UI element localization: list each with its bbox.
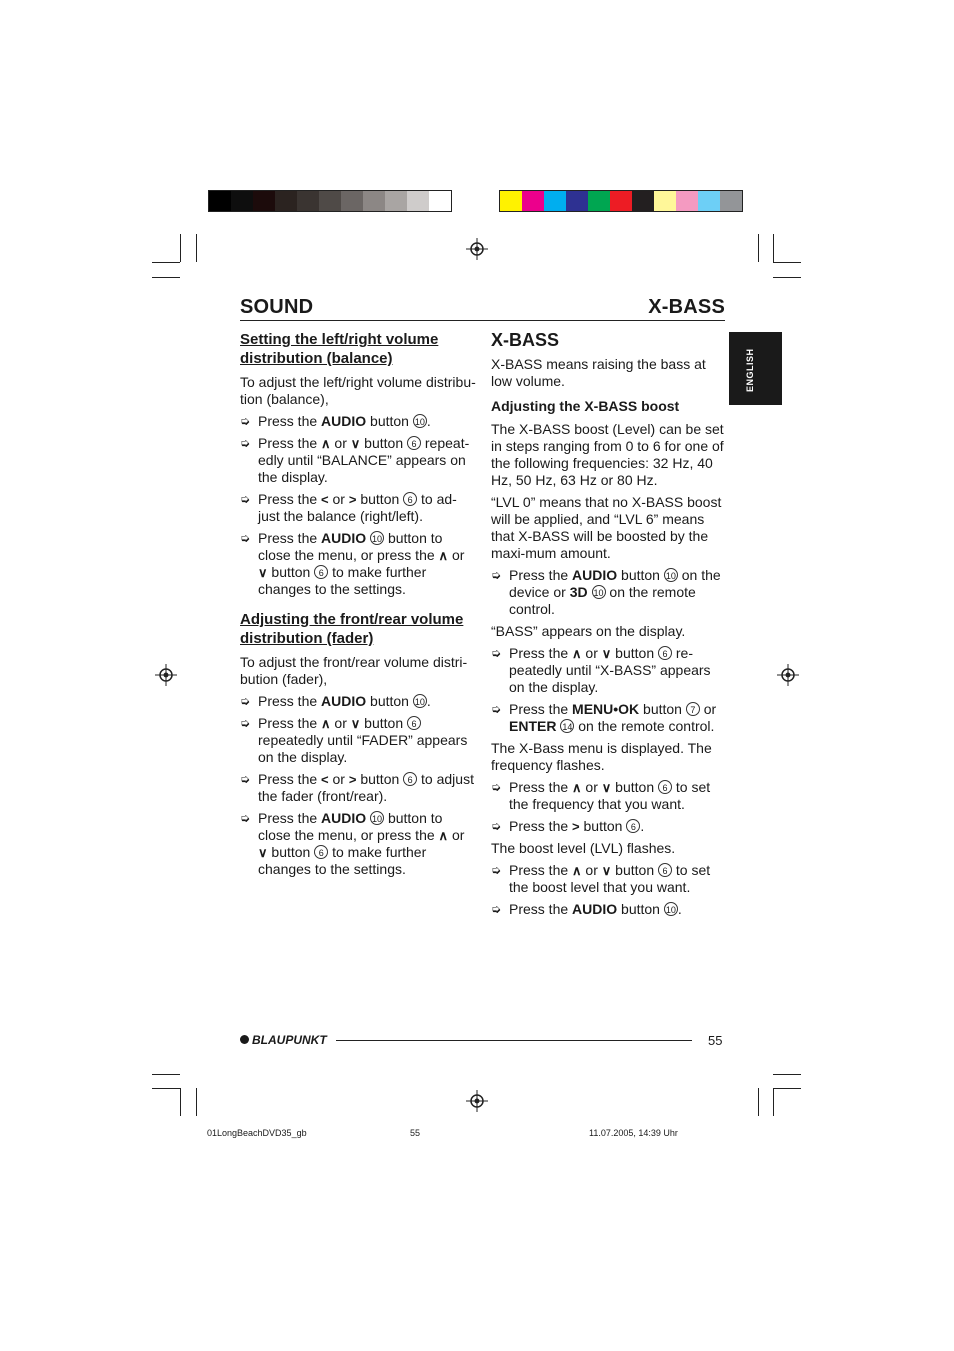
- crop-mark: [773, 234, 774, 262]
- up-caret-icon: ∧: [572, 863, 582, 878]
- crop-mark: [773, 277, 801, 278]
- slug-date: 11.07.2005, 14:39 Uhr: [589, 1128, 678, 1138]
- crop-mark: [196, 1088, 197, 1116]
- calibration-swatch: [676, 191, 698, 211]
- xbass-heading: X-BASS: [491, 330, 560, 350]
- button-number: 10: [664, 902, 678, 916]
- section-title-sound: SOUND: [240, 296, 314, 318]
- button-number: 10: [413, 694, 427, 708]
- footer-rule: [336, 1040, 692, 1041]
- button-number: 6: [407, 716, 421, 730]
- calibration-swatch: [632, 191, 654, 211]
- list-item: ➭ Press the ∧ or ∨ button 6 repeatedly until “FADER” appears on the display.: [240, 715, 468, 765]
- crop-mark: [180, 1088, 181, 1116]
- crop-mark: [152, 1088, 180, 1089]
- step-arrow-icon: ➭: [491, 702, 502, 716]
- button-number: 10: [413, 414, 427, 428]
- paragraph: The X-BASS boost (Level) can be set in steps ranging from 0 to 6 for one of the following frequencies: 32 Hz, 40 Hz, 50 Hz, 63 Hz or 80 Hz.: [491, 421, 724, 488]
- brand-logo: BLAUPUNKT: [240, 1033, 327, 1047]
- down-caret-icon: ∨: [601, 646, 612, 661]
- calibration-swatch: [363, 191, 385, 211]
- left-caret-icon: <: [321, 492, 329, 507]
- crop-mark: [773, 262, 801, 263]
- step-arrow-icon: ➭: [240, 772, 251, 786]
- button-number: 10: [664, 568, 678, 582]
- up-caret-icon: ∧: [438, 828, 449, 843]
- xbass-subheading: Adjusting the X-BASS boost: [491, 398, 680, 414]
- balance-heading: Setting the left/right volume distribution (balance): [240, 331, 439, 367]
- step-arrow-icon: ➭: [240, 492, 251, 506]
- step-arrow-icon: ➭: [240, 716, 251, 730]
- button-number: 6: [403, 772, 417, 786]
- calibration-swatch: [588, 191, 610, 211]
- crop-mark: [758, 1088, 759, 1116]
- calibration-swatch: [275, 191, 297, 211]
- button-number: 10: [592, 585, 606, 599]
- right-caret-icon: >: [572, 819, 580, 834]
- list-item: ➭ Press the < or > button 6 to adjust the fader (front/rear).: [240, 771, 474, 804]
- button-number: 6: [626, 819, 640, 833]
- step-arrow-icon: ➭: [240, 436, 251, 450]
- paragraph: The X-Bass menu is displayed. The frequency flashes.: [491, 740, 712, 773]
- calibration-swatch: [407, 191, 429, 211]
- language-tab: [729, 332, 782, 405]
- step-arrow-icon: ➭: [491, 819, 502, 833]
- button-number: 10: [370, 531, 384, 545]
- button-number: 6: [658, 646, 672, 660]
- list-item: ➭ Press the ∧ or ∨ button 6 to set the frequency that you want.: [491, 779, 711, 812]
- button-number: 6: [314, 845, 328, 859]
- balance-intro: To adjust the left/right volume distribu-tion (balance),: [240, 374, 476, 407]
- calibration-swatch: [319, 191, 341, 211]
- step-arrow-icon: ➭: [491, 568, 502, 582]
- crop-mark: [180, 234, 181, 262]
- fader-heading: Adjusting the front/rear volume distribution (fader): [240, 611, 464, 647]
- section-title-xbass: X-BASS: [648, 296, 725, 318]
- paragraph: “BASS” appears on the display.: [491, 623, 686, 639]
- button-number: 10: [370, 811, 384, 825]
- step-arrow-icon: ➭: [491, 863, 502, 877]
- list-item: ➭ Press the ∧ or ∨ button 6 re-peatedly until “X-BASS” appears on the display.: [491, 645, 711, 695]
- xbass-intro: X-BASS means raising the bass at low volume.: [491, 356, 706, 389]
- calibration-swatch: [341, 191, 363, 211]
- down-caret-icon: ∨: [601, 780, 612, 795]
- down-caret-icon: ∨: [350, 716, 361, 731]
- slug-file: 01LongBeachDVD35_gb: [207, 1128, 307, 1138]
- gray-calibration-strip: [208, 190, 452, 212]
- list-item: ➭ Press the > button 6 .: [491, 818, 645, 834]
- down-caret-icon: ∨: [601, 863, 612, 878]
- crop-mark: [773, 1088, 801, 1089]
- calibration-swatch: [566, 191, 588, 211]
- right-caret-icon: >: [348, 492, 357, 507]
- crop-mark: [152, 262, 180, 263]
- down-caret-icon: ∨: [258, 845, 268, 860]
- registration-mark-icon: [155, 664, 177, 686]
- list-item: ➭ Press the ∧ or ∨ button 6 repeat-edly until “BALANCE” appears on the display.: [240, 435, 470, 485]
- calibration-swatch: [698, 191, 720, 211]
- calibration-swatch: [500, 191, 522, 211]
- calibration-swatch: [522, 191, 544, 211]
- step-arrow-icon: ➭: [240, 414, 251, 428]
- calibration-swatch: [385, 191, 407, 211]
- calibration-swatch: [654, 191, 676, 211]
- crop-mark: [773, 1088, 774, 1116]
- calibration-swatch: [209, 191, 231, 211]
- button-number: 14: [560, 719, 574, 733]
- right-caret-icon: >: [348, 772, 357, 787]
- paragraph: The boost level (LVL) flashes.: [491, 840, 676, 856]
- button-number: 6: [407, 436, 421, 450]
- list-item: ➭ Press the AUDIO 10 button to close the menu, or press the ∧ or ∨ button 6 to make further changes to the settings.: [240, 530, 465, 597]
- left-column: [240, 330, 476, 883]
- list-item: ➭ Press the AUDIO button 10 .: [491, 901, 682, 917]
- list-item: ➭ Press the AUDIO button 10 on the device or 3D 10 on the remote control.: [491, 567, 721, 617]
- header-rule: [240, 320, 725, 321]
- list-item: ➭ Press the AUDIO button 10 .: [240, 693, 431, 709]
- slug-page: 55: [410, 1128, 421, 1138]
- step-arrow-icon: ➭: [240, 531, 251, 545]
- down-caret-icon: ∨: [258, 565, 268, 580]
- step-arrow-icon: ➭: [240, 811, 251, 825]
- list-item: ➭ Press the MENU•OK button 7 or ENTER 14 on the remote control.: [491, 701, 717, 734]
- step-arrow-icon: ➭: [491, 780, 502, 794]
- button-number: 6: [314, 565, 328, 579]
- page-number: 55: [708, 1033, 723, 1048]
- fader-intro: To adjust the front/rear volume distri-bution (fader),: [240, 654, 468, 687]
- up-caret-icon: ∧: [438, 548, 449, 563]
- right-column: [491, 330, 727, 923]
- left-caret-icon: <: [321, 772, 329, 787]
- color-calibration-strip: [499, 190, 743, 212]
- up-caret-icon: ∧: [321, 716, 331, 731]
- up-caret-icon: ∧: [321, 436, 331, 451]
- crop-mark: [196, 234, 197, 262]
- registration-mark-icon: [777, 664, 799, 686]
- down-caret-icon: ∨: [350, 436, 361, 451]
- crop-mark: [152, 277, 180, 278]
- crop-mark: [758, 234, 759, 262]
- calibration-swatch: [720, 191, 742, 211]
- crop-mark: [152, 1074, 180, 1075]
- crop-mark: [773, 1074, 801, 1075]
- calibration-swatch: [253, 191, 275, 211]
- list-item: ➭ Press the ∧ or ∨ button 6 to set the boost level that you want.: [491, 862, 711, 895]
- paragraph: “LVL 0” means that no X-BASS boost will be applied, and “LVL 6” means that X-BASS will be boosted by the maxi-mum amount.: [491, 494, 722, 561]
- language-tab-label: ENGLISH: [745, 348, 755, 392]
- calibration-swatch: [544, 191, 566, 211]
- step-arrow-icon: ➭: [491, 902, 502, 916]
- step-arrow-icon: ➭: [491, 646, 502, 660]
- up-caret-icon: ∧: [572, 646, 582, 661]
- list-item: ➭ Press the AUDIO button 10 .: [240, 413, 431, 429]
- button-number: 6: [403, 492, 417, 506]
- list-item: ➭ Press the < or > button 6 to ad-just the balance (right/left).: [240, 491, 457, 524]
- registration-mark-icon: [466, 238, 488, 260]
- calibration-swatch: [610, 191, 632, 211]
- calibration-swatch: [429, 191, 451, 211]
- calibration-swatch: [231, 191, 253, 211]
- brand-dot-icon: [240, 1035, 249, 1044]
- list-item: ➭ Press the AUDIO 10 button to close the menu, or press the ∧ or ∨ button 6 to make further changes to the settings.: [240, 810, 465, 877]
- calibration-swatch: [297, 191, 319, 211]
- step-arrow-icon: ➭: [240, 694, 251, 708]
- up-caret-icon: ∧: [572, 780, 582, 795]
- button-number: 6: [658, 863, 672, 877]
- registration-mark-icon: [466, 1090, 488, 1112]
- button-number: 6: [658, 780, 672, 794]
- button-number: 7: [686, 702, 700, 716]
